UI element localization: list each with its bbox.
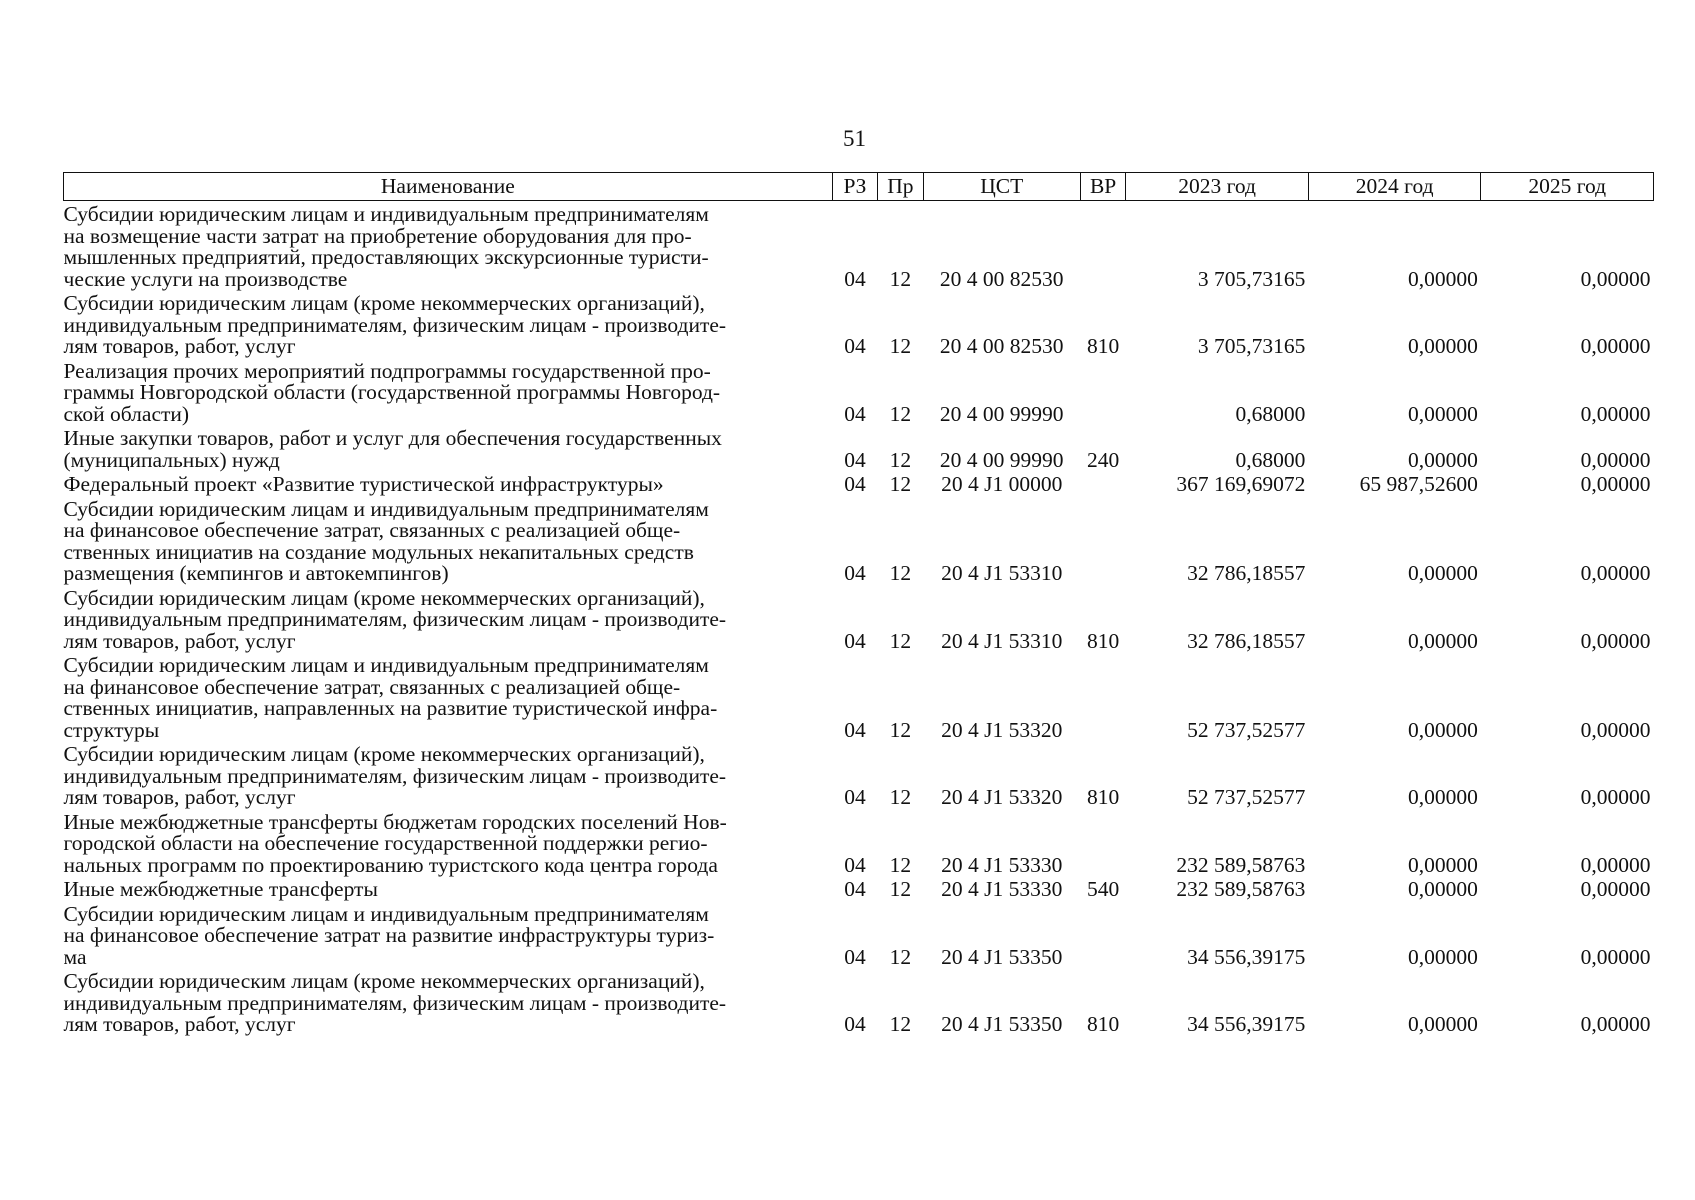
row-value-2023: 34 556,39175 [1187,944,1306,969]
row-name [64,496,833,585]
table-body [64,201,1654,1036]
header-cst: ЦСТ [923,173,1080,201]
row-value-2024: 0,00000 [1408,266,1478,291]
row-pr: 12 [889,1012,912,1036]
row-name-line: ственных инициатив, направленных на развитие туристической инфра- [63,696,718,720]
row-name [64,968,833,1036]
row-name-line: ма [63,944,87,969]
row-rz: 04 [844,877,866,901]
table-row [64,901,1654,969]
row-rz: 04 [844,447,866,472]
row-vr [1080,496,1125,585]
row-name-line: ской области) [63,401,190,426]
row-name-line: на финансовое обеспечение затрат, связанных с реализацией обще- [63,518,681,542]
row-value-2023: 3 705,73165 [1197,266,1306,291]
row-name-line: лям товаров, работ, услуг [63,785,296,809]
row-name [64,585,833,653]
row-value-2024: 0,00000 [1408,785,1478,809]
row-value-2023: 52 737,52577 [1187,785,1306,809]
row-name-line: Субсидии юридическим лицам и индивидуальным предпринимателям [63,653,709,677]
table-row [64,741,1654,809]
row-name-line: индивидуальным предпринимателям, физическим лицам - производите- [63,607,727,631]
row-rz: 04 [844,717,866,742]
row-value-2025: 0,00000 [1580,852,1651,877]
row-value-2024: 0,00000 [1408,944,1478,969]
row-name [64,741,833,809]
row-cst: 20 4 J1 53350 [941,944,1063,969]
row-name-line: размещения (кемпингов и автокемпингов) [63,561,449,585]
row-name-line: Субсидии юридическим лицам и индивидуальным предпринимателям [63,901,709,926]
row-name [64,809,833,877]
row-value-2023: 34 556,39175 [1187,1012,1306,1036]
header-2023: 2023 год [1126,173,1309,201]
row-cst: 20 4 00 82530 [939,334,1064,358]
row-value-2023: 232 589,58763 [1176,852,1306,877]
row-pr: 12 [889,447,912,472]
row-name-line: лям товаров, работ, услуг [63,334,296,358]
row-rz: 04 [844,852,866,877]
row-value-2025: 0,00000 [1580,717,1651,742]
row-name-line: (муниципальных) нужд [63,447,280,472]
row-name-line: Иные межбюджетные трансферты [63,877,378,901]
row-value-2024: 0,00000 [1408,334,1478,358]
row-name-line: Субсидии юридическим лицам (кроме некоммерческих организаций), [63,969,705,993]
row-cst: 20 4 J1 53350 [941,1012,1063,1036]
row-pr: 12 [889,266,912,291]
row-value-2025: 0,00000 [1580,447,1651,472]
table-row [64,201,1654,291]
row-cst: 20 4 00 99990 [939,401,1064,426]
table-row [64,585,1654,653]
row-pr: 12 [889,561,912,585]
row-vr: 810 [1086,785,1120,809]
row-name-line: лям товаров, работ, услуг [63,628,296,653]
table-row [64,358,1654,426]
header-pr: Пр [878,173,923,201]
row-name-line: Субсидии юридическим лицам и индивидуальным предпринимателям [63,496,709,521]
row-name [64,201,833,291]
row-value-2023: 52 737,52577 [1187,717,1306,742]
row-value-2024: 0,00000 [1408,717,1478,742]
row-cst: 20 4 00 82530 [939,266,1064,291]
row-cst: 20 4 J1 53330 [941,877,1063,901]
row-vr [1080,471,1125,496]
table-row [64,471,1654,496]
row-pr: 12 [889,944,912,969]
row-pr: 12 [889,852,912,877]
row-name-line: Субсидии юридическим лицам (кроме некоммерческих организаций), [63,742,705,766]
row-vr: 810 [1086,334,1120,358]
row-name-line: индивидуальным предпринимателям, физическим лицам - производите- [63,763,727,788]
row-name-line: на возмещение части затрат на приобретение оборудования для про- [63,223,692,248]
page-number: 51 [843,126,866,151]
row-cst: 20 4 J1 53320 [941,785,1063,809]
row-cst: 20 4 J1 53320 [941,717,1063,742]
row-name [64,901,833,969]
row-value-2024: 0,00000 [1408,401,1478,426]
header-name: Наименование [64,173,833,201]
row-value-2025: 0,00000 [1580,266,1651,291]
row-name-line: ческие услуги на производстве [63,266,348,291]
row-name-line: ственных инициатив на создание модульных некапитальных средств [63,539,694,564]
row-value-2025: 0,00000 [1580,401,1651,426]
row-rz: 04 [844,1012,866,1036]
budget-table [63,172,1654,1036]
row-name-line: нальных программ по проектированию туристского кода центра города [63,852,718,877]
row-value-2024: 65 987,52600 [1359,472,1478,496]
header-rz: РЗ [832,173,877,201]
table-row [64,809,1654,877]
row-vr [1080,652,1125,741]
row-name [64,876,833,901]
row-name-line: Иные закупки товаров, работ и услуг для обеспечения государственных [63,426,722,450]
row-value-2024: 0,00000 [1408,1012,1478,1036]
row-value-2025: 0,00000 [1580,944,1651,969]
row-value-2024: 0,00000 [1408,561,1478,585]
row-name-line: на финансовое обеспечение затрат на развитие инфраструктуры туриз- [63,923,715,947]
row-cst: 20 4 J1 53330 [941,852,1063,877]
table-row [64,290,1654,358]
row-value-2023: 32 786,18557 [1187,628,1306,653]
row-name-line: на финансовое обеспечение затрат, связанных с реализацией обще- [63,674,681,699]
row-name [64,652,833,741]
row-rz: 04 [844,266,866,291]
row-cst: 20 4 J1 53310 [941,628,1063,653]
table-row [64,968,1654,1036]
row-value-2024: 0,00000 [1408,447,1478,472]
row-pr: 12 [889,472,912,496]
row-value-2025: 0,00000 [1580,472,1651,496]
row-rz: 04 [844,472,866,496]
row-name-line: Иные межбюджетные трансферты бюджетам городских поселений Нов- [63,809,727,834]
row-value-2025: 0,00000 [1580,561,1651,585]
table-row [64,652,1654,741]
row-name-line: лям товаров, работ, услуг [63,1012,296,1036]
row-cst: 20 4 J1 53310 [941,561,1063,585]
row-name [64,358,833,426]
header-2025: 2025 год [1481,173,1654,201]
row-name [64,471,833,496]
row-name-line: индивидуальным предпринимателям, физическим лицам - производите- [63,312,727,337]
header-2024: 2024 год [1308,173,1481,201]
row-rz: 04 [844,334,866,358]
row-value-2023: 367 169,69072 [1176,472,1306,496]
row-value-2024: 0,00000 [1408,628,1478,653]
row-rz: 04 [844,561,866,585]
row-rz: 04 [844,785,866,809]
row-vr: 810 [1086,1012,1120,1036]
table-row [64,425,1654,471]
row-vr [1080,901,1125,969]
row-pr: 12 [889,717,912,742]
row-value-2025: 0,00000 [1580,628,1651,653]
row-pr: 12 [889,401,912,426]
row-name-line: Федеральный проект «Развитие туристической инфраструктуры» [63,472,664,496]
row-value-2023: 232 589,58763 [1176,877,1306,901]
row-name-line: индивидуальным предпринимателям, физическим лицам - производите- [63,990,727,1015]
row-vr: 240 [1086,447,1120,472]
row-value-2023: 32 786,18557 [1187,561,1306,585]
row-value-2023: 0,68000 [1235,447,1306,472]
row-vr [1080,201,1125,291]
row-name-line: граммы Новгородской области (государственной программы Новгород- [63,380,721,404]
row-name-line: Субсидии юридическим лицам и индивидуальным предпринимателям [63,202,709,226]
row-rz: 04 [844,628,866,653]
table-row [64,496,1654,585]
row-name [64,425,833,471]
row-rz: 04 [844,944,866,969]
row-pr: 12 [889,877,912,901]
row-name [64,290,833,358]
row-cst: 20 4 00 99990 [939,447,1064,472]
row-vr [1080,809,1125,877]
row-value-2023: 0,68000 [1235,401,1306,426]
row-vr [1080,358,1125,426]
table-header-row [64,173,1654,201]
row-pr: 12 [889,785,912,809]
row-name-line: Субсидии юридическим лицам (кроме некоммерческих организаций), [63,291,705,315]
table-row [64,876,1654,901]
row-value-2025: 0,00000 [1580,785,1651,809]
row-value-2024: 0,00000 [1408,877,1478,901]
row-name-line: мышленных предприятий, предоставляющих экскурсионные туристи- [63,245,709,269]
row-rz: 04 [844,401,866,426]
row-pr: 12 [889,628,912,653]
header-vr: ВР [1080,173,1125,201]
row-value-2025: 0,00000 [1580,1012,1651,1036]
row-name-line: Субсидии юридическим лицам (кроме некоммерческих организаций), [63,585,705,610]
row-vr: 540 [1086,877,1120,901]
row-name-line: городской области на обеспечение государственной поддержки регио- [63,831,708,855]
row-value-2024: 0,00000 [1408,852,1478,877]
row-cst: 20 4 J1 00000 [941,472,1063,496]
row-value-2023: 3 705,73165 [1197,334,1306,358]
row-vr: 810 [1086,628,1120,653]
row-name-line: Реализация прочих мероприятий подпрограммы государственной про- [63,358,711,383]
row-pr: 12 [889,334,912,358]
row-value-2025: 0,00000 [1580,877,1651,901]
row-name-line: структуры [63,717,160,742]
row-value-2025: 0,00000 [1580,334,1651,358]
